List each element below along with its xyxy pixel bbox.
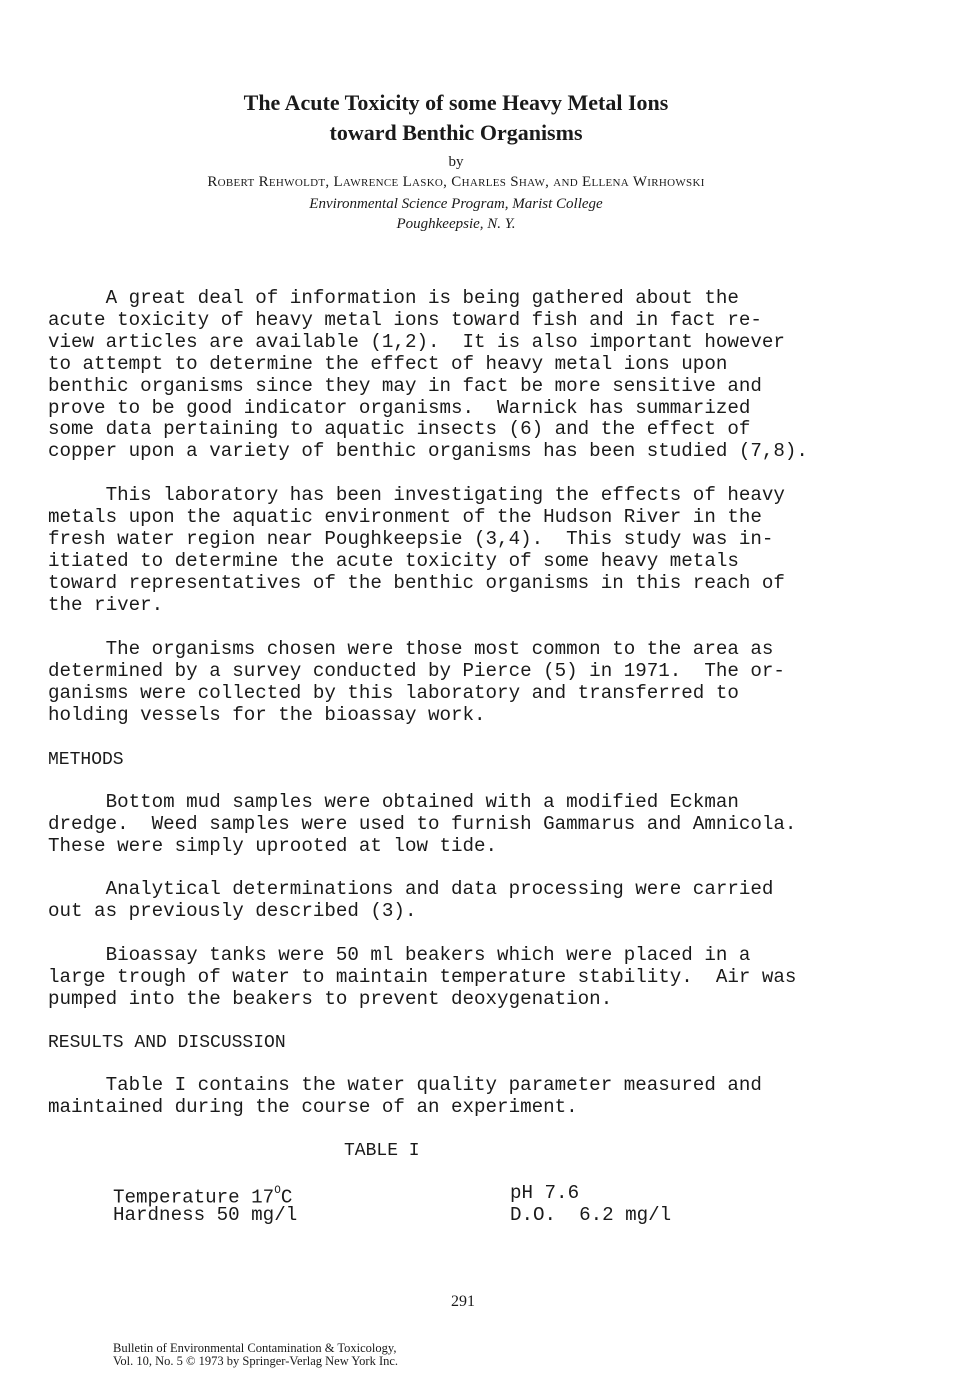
results-heading: RESULTS AND DISCUSSION [48, 1033, 286, 1053]
page-number: 291 [451, 1293, 475, 1310]
temperature-unit: C [280, 1186, 293, 1209]
table-dissolved-oxygen: D.O. 6.2 mg/l [510, 1204, 672, 1226]
intro-paragraph-3: The organisms chosen were those most common to the area as determined by a survey conducted by Pierce (5) in 1971. The or- ganisms were collected by this laboratory and transferred to holding vessels for the bioassay work. [48, 638, 785, 726]
paper-title-line-2: toward Benthic Organisms [329, 120, 583, 145]
author-list: Robert Rehwoldt, Lawrence Lasko, Charles Shaw, and Ellena Wirhowski [207, 174, 705, 190]
intro-paragraph-2: This laboratory has been investigating the effects of heavy metals upon the aquatic environment of the Hudson River in the fresh water region near Poughkeepsie (3,4). This study was in- itiated to determine the acute toxicity of some heavy metals toward representatives of the benthic organisms in this reach of the river. [48, 484, 785, 616]
table-hardness: Hardness 50 mg/l [113, 1204, 298, 1226]
table-ph: pH 7.6 [510, 1182, 580, 1204]
intro-paragraph-1: A great deal of information is being gathered about the acute toxicity of heavy metal ions toward fish and in fact re- view articles are available (1,2). It is also important however to attempt to determine the effect of heavy metal ions upon benthic organisms since they may in fact be more sensitive and prove to be good indicator organisms. Warnick has summarized some data pertaining to aquatic insects (6) and the effect of copper upon a variety of benthic organisms has been studied (7,8). [48, 287, 808, 463]
methods-paragraph-3: Bioassay tanks were 50 ml beakers which were placed in a large trough of water to maintain temperature stability. Air was pumped into the beakers to prevent deoxygenation. [48, 944, 797, 1010]
paper-title-line-1: The Acute Toxicity of some Heavy Metal Ions [243, 90, 669, 115]
methods-heading: METHODS [48, 750, 124, 770]
methods-paragraph-2: Analytical determinations and data processing were carried out as previously described (3). [48, 878, 774, 922]
affiliation-location: Poughkeepsie, N. Y. [396, 216, 516, 232]
results-paragraph: Table I contains the water quality parameter measured and maintained during the course of an experiment. [48, 1074, 762, 1118]
temperature-degree: O [274, 1185, 281, 1197]
byline-by: by [448, 154, 464, 170]
table-caption: TABLE I [344, 1141, 420, 1161]
methods-paragraph-1: Bottom mud samples were obtained with a modified Eckman dredge. Weed samples were used to furnish Gammarus and Amnicola. These were simply uprooted at low tide. [48, 791, 797, 857]
affiliation: Environmental Science Program, Marist College [309, 196, 603, 212]
journal-footer-line-1: Bulletin of Environmental Contamination & Toxicology, [113, 1341, 397, 1355]
journal-footer-line-2: Vol. 10, No. 5 © 1973 by Springer-Verlag New York Inc. [113, 1354, 399, 1368]
temperature-label: Temperature 17 [113, 1186, 275, 1209]
